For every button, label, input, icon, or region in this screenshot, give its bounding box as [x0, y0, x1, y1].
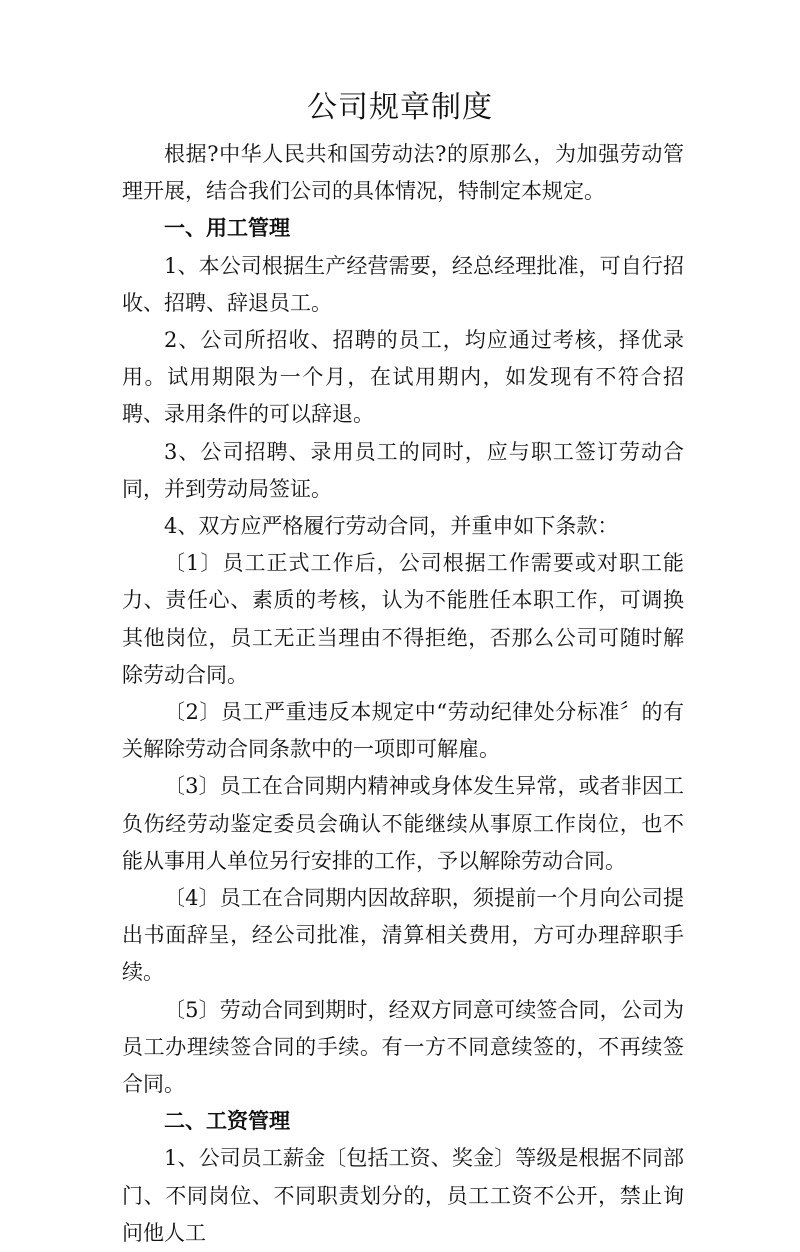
- paragraph: 2、公司所招收、招聘的员工，均应通过考核，择优录用。试用期限为一个月，在试用期内，如发现有不符合招聘、录用条件的可以辞退。: [122, 328, 684, 427]
- section-heading: 二、工资管理: [164, 1109, 290, 1134]
- paragraph: 4、双方应严格履行劳动合同，并重申如下条款：: [164, 514, 619, 539]
- paragraph: 〔2〕员工严重违反本规定中“劳动纪律处分标准〞的有关解除劳动合同条款中的一项即可解雇。: [122, 700, 684, 762]
- document-body: [122, 136, 684, 1252]
- paragraph: 〔5〕劳动合同到期时，经双方同意可续签合同，公司为员工办理续签合同的手续。有一方不同意续签的，不再续签合同。: [122, 997, 684, 1097]
- paragraph: 〔3〕员工在合同期内精神或身体发生异常，或者非因工负伤经劳动鉴定委员会确认不能继续从事原工作岗位，也不能从事用人单位另行安排的工作，予以解除劳动合同。: [122, 774, 684, 873]
- paragraph: 〔1〕员工正式工作后，公司根据工作需要或对职工能力、责任心、素质的考核，认为不能胜任本职工作，可调换其他岗位，员工无正当理由不得拒绝，否那么公司可随时解除劳动合同。: [122, 551, 684, 687]
- paragraph: 1、本公司根据生产经营需要，经总经理批准，可自行招收、招聘、辞退员工。: [122, 253, 684, 315]
- paragraph: 1、公司员工薪金〔包括工资、奖金〕等级是根据不同部门、不同岗位、不同职责划分的，员工工资不公开，禁止询问他人工: [122, 1146, 684, 1245]
- document-title: 公司规章制度: [307, 90, 493, 125]
- paragraph: 〔4〕员工在合同期内因故辞职，须提前一个月向公司提出书面辞呈，经公司批准，清算相关费用，方可办理辞职手续。: [122, 886, 684, 985]
- section-heading: 一、用工管理: [164, 216, 290, 241]
- paragraph: 3、公司招聘、录用员工的同时，应与职工签订劳动合同，并到劳动局签证。: [122, 439, 684, 501]
- paragraph: 根据?中华人民共和国劳动法?的原那么，为加强劳动管理开展，结合我们公司的具体情况，特制定本规定。: [122, 142, 684, 204]
